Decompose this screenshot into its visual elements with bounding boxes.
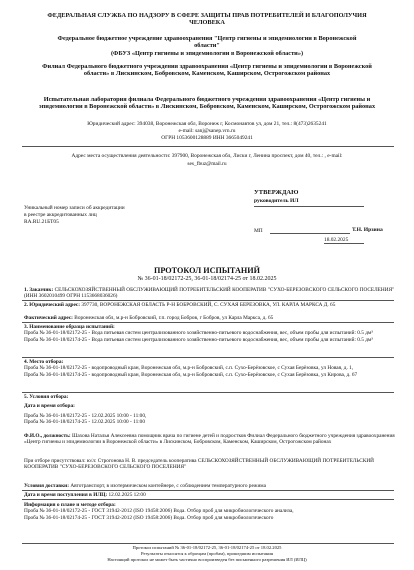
section-customer bbox=[24, 287, 396, 300]
accreditation-number: RA.RU.21БТ05 bbox=[24, 219, 59, 225]
sampling-place-label: 4. Место отбора: bbox=[24, 359, 64, 365]
signature-line bbox=[270, 233, 350, 234]
sampling-place-p2: Проба № 36-01-18/02174-25 - водопроводный кран, Воронежская обл, м.р-н Бобровский, с.п. Сухо-Берёзовское, с Сухая Берёзовка, ул Кирова, д. 67 bbox=[24, 371, 358, 378]
present-text: При отборе присутствовал: ю/л: Строгонова Н. В. председатель кооператива СЕЛЬСКОХОЗЯЙСТВЕННЫЙ ОБСЛУЖИВАЮЩИЙ ПОТРЕБИТЕЛЬСКИЙ КООПЕРАТИВ "СУХО-БЕРЕЗОВСКОГО СЕЛЬСКОГО ПОСЕЛЕНИЯ" bbox=[24, 458, 375, 471]
approve-title: УТВЕРЖДАЮ bbox=[254, 189, 299, 196]
approve-block bbox=[240, 189, 400, 259]
customer-text: СЕЛЬСКОХОЗЯЙСТВЕННЫЙ ОБСЛУЖИВАЮЩИЙ ПОТРЕБИТЕЛЬСКИЙ КООПЕРАТИВ "СУХО-БЕРЕЗОВСКОГО СЕЛЬСКОГО ПОСЕЛЕНИЯ" (ИНН 3602010499 ОГРН 1153668036026) bbox=[24, 287, 395, 300]
customer-label: 1. Заказчик: bbox=[24, 287, 54, 293]
activity-email: ses_fbuz@mail.ru bbox=[187, 161, 227, 167]
sample-name-p1: Проба № 36-01-18/02172-25 - Вода питьевая систем централизованного хозяйственно-питьевого водоснабжения, вес, объем пробы для испытаний: 0.5 дм³ bbox=[24, 330, 373, 337]
approve-date: 18.02.2025 bbox=[324, 237, 349, 243]
section-sampling-place bbox=[24, 359, 396, 378]
footer-line3: Настоящий протокол не может быть частично воспроизведен без письменного разрешения ИЛ (ИЛЦ) bbox=[107, 557, 307, 562]
actual-address-text: Воронежская обл, м.р-н Бобровский, г.п. город Бобров, г Бобров, ул Карла Маркса, д. 65 bbox=[74, 315, 274, 321]
approve-role: руководитель ИЛ bbox=[254, 198, 299, 204]
approve-date-line bbox=[324, 243, 364, 244]
sampling-conditions-label: 5. Условия отбора: bbox=[24, 394, 69, 400]
sampling-place-p1: Проба № 36-01-18/02172-25 - водопроводный кран, Воронежская обл, м.р-н Бобровский, с.п. Сухо-Берёзовское, с Сухая Берёзовка, ул Новая, д. 1, bbox=[24, 365, 354, 372]
agency-title: ФЕДЕРАЛЬНАЯ СЛУЖБА ПО НАДЗОРУ В СФЕРЕ ЗАЩИТЫ ПРАВ ПОТРЕБИТЕЛЕЙ И БЛАГОПОЛУЧИЯ ЧЕЛОВЕКА bbox=[47, 12, 367, 27]
section-sample-name bbox=[24, 324, 396, 343]
fbuz-short-title: (ФБУЗ «Центр гигиены и эпидемиологии в Воронежской области») bbox=[110, 50, 304, 57]
accreditation-line1: Уникальный номер записи об аккредитации bbox=[24, 205, 125, 211]
transport-label: Условия доставки: bbox=[24, 483, 69, 489]
divider-4 bbox=[22, 392, 394, 393]
footer-line1: Протокол испытаний № 36-01-18/02172-25, 36-01-18/02174-25 от 18.02.2025 bbox=[132, 545, 282, 550]
divider-5 bbox=[22, 490, 394, 491]
approve-role-line bbox=[254, 206, 364, 207]
protocol-number: № 36-01-18/02172-25, 36-01-18/02174-25 от 18.02.2025 bbox=[137, 276, 277, 282]
legal-address-label: 2. Юридический адрес: bbox=[24, 302, 81, 308]
actual-address-label: Фактический адрес: bbox=[24, 315, 73, 321]
header-ogrn: ОГРН 1053600128889 ИНН 3665049241 bbox=[161, 135, 253, 141]
lab-title: Испытательная лаборатория филиала Федерального бюджетного учреждения здравоохранения «Центр гигиены и эпидемиологии в Воронежской области» в Лискинском, Бобровском, Каменском, Каширском, Острогожском районах bbox=[38, 96, 376, 111]
sample-name-p2: Проба № 36-01-18/02174-25 - Вода питьевая систем централизованного хозяйственно-питьевого водоснабжения, вес, объем пробы для испытаний: 0.5 дм³ bbox=[24, 336, 373, 343]
received-label: Дата и время поступления в ИЛЦ: bbox=[24, 492, 108, 498]
section-sampling-plan bbox=[24, 502, 396, 521]
section-actual-address bbox=[24, 315, 396, 321]
divider-2 bbox=[22, 322, 394, 323]
section-present bbox=[24, 458, 396, 471]
footer-line2: Результаты относятся к образцам (пробам), прошедшим испытания bbox=[140, 551, 273, 556]
section-sampling-conditions bbox=[24, 394, 396, 425]
footer-divider bbox=[22, 543, 394, 544]
approve-name: Т.Н. Ирзина bbox=[352, 227, 383, 233]
sampling-date-p2: Проба № 36-01-18/02174-25 - 12.02.2025 10:00 - 11:00 bbox=[24, 418, 145, 425]
sampling-date-label: Дата и время отбора: bbox=[24, 403, 75, 410]
transport-text: Автотранспорт, в изотермическом контейнере, с соблюдением температурного режима bbox=[70, 483, 266, 489]
sampling-plan-label: Информация о плане и методе отбора: bbox=[24, 502, 116, 508]
received-text: 12.02.2025 12:00 bbox=[108, 492, 146, 498]
legal-address: Юридический адрес: 394038, Воронежская обл, Воронеж г, Космонавтов ул, дом 21, тел.: 8(473)2635241 bbox=[87, 121, 327, 127]
branch-title: Филиал Федерального бюджетного учреждения здравоохранения «Центр гигиены и эпидемиологии в Воронежской области» в Лискинском, Бобровском, Каменском, Каширском, Острогожском районах bbox=[42, 63, 372, 78]
person-text: Шахова Наталья Алексеевна помощник врача по гигиене детей и подростков Филиал Федерального бюджетного учреждения здравоохранения «Центр гигиены и эпидемиологии в Воронежской области» в Лискинском, Бобровском, Каменском, Каширском, Острогожском районах bbox=[24, 433, 395, 446]
protocol-title: ПРОТОКОЛ ИСПЫТАНИЙ bbox=[153, 266, 260, 275]
activity-address: Адрес места осуществления деятельности: 397900, Воронежская обл, Лиски г, Ленина проспект, дом 40, тел.: , e-mail: bbox=[71, 153, 343, 159]
approve-stamp: МП bbox=[254, 228, 263, 234]
person-label: Ф.И.О., должность: bbox=[24, 433, 71, 439]
legal-address-text: 397730, ВОРОНЕЖСКАЯ ОБЛАСТЬ Р-Н БОБРОВСКИЙ, С. СУХАЯ БЕРЕЗОВКА, УЛ. КАРЛА МАРКСА Д. 65 bbox=[81, 302, 336, 308]
section-received bbox=[24, 492, 396, 498]
header-divider bbox=[22, 146, 394, 147]
section-transport bbox=[24, 483, 396, 489]
fbuz-title: Федеральное бюджетное учреждение здравоохранения "Центр гигиены и эпидемиологии в Воронежской области" bbox=[57, 35, 357, 50]
header-email: e-mail: sanj@sanep.vrn.ru bbox=[178, 128, 236, 134]
section-person bbox=[24, 433, 396, 446]
sample-name-label: 3. Наименование образца испытаний: bbox=[24, 324, 115, 330]
divider-1 bbox=[22, 300, 394, 301]
sampling-date-p1: Проба № 36-01-18/02172-25 - 12.02.2025 10:00 - 11:00, bbox=[24, 412, 147, 419]
divider-6 bbox=[22, 499, 394, 500]
sampling-plan-p1: Проба № 36-01-18/02172-25 - ГОСТ 31942-2012 (ISO 19458:2006) Вода. Отбор проб для микробиологического анализа, bbox=[24, 508, 294, 515]
section-legal-address bbox=[24, 302, 396, 308]
sampling-plan-p2: Проба № 36-01-18/02174-25 - ГОСТ 31942-2012 (ISO 19458:2006) Вода. Отбор проб для микробиологического bbox=[24, 514, 274, 521]
divider-3 bbox=[22, 357, 394, 358]
accreditation-line2: в реестре аккредитованных лиц bbox=[24, 212, 97, 218]
